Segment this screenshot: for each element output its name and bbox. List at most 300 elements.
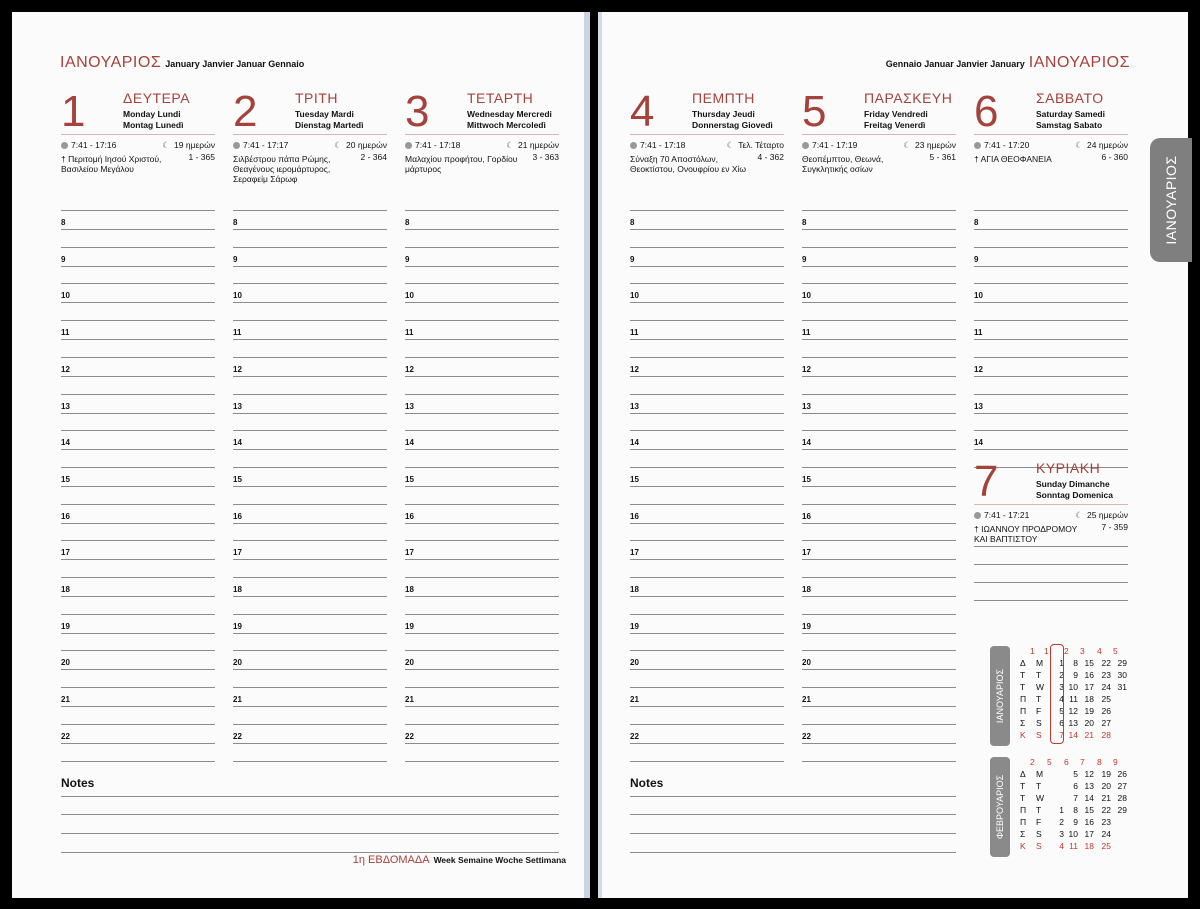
writing-line[interactable]: [630, 229, 784, 230]
writing-line[interactable]: [233, 706, 387, 707]
mini-calendar-date[interactable]: 2: [1059, 817, 1064, 827]
notes-line[interactable]: [630, 796, 956, 797]
writing-line[interactable]: [61, 559, 215, 560]
writing-line[interactable]: [61, 247, 215, 248]
mini-calendar-date[interactable]: 30: [1117, 670, 1127, 680]
writing-line[interactable]: [974, 564, 1128, 565]
mini-calendar-date[interactable]: 20: [1084, 718, 1094, 728]
mini-calendar-date[interactable]: 18: [1084, 841, 1094, 851]
writing-line[interactable]: [405, 687, 559, 688]
writing-line[interactable]: [974, 320, 1128, 321]
writing-line[interactable]: [802, 633, 956, 634]
writing-line[interactable]: [802, 467, 956, 468]
day-name-line2: Donnerstag Giovedì: [692, 120, 773, 130]
writing-line[interactable]: [630, 320, 784, 321]
day-name-line2: Montag Lunedì: [123, 120, 184, 130]
writing-line[interactable]: [405, 430, 559, 431]
mini-calendar-date[interactable]: 3: [1059, 682, 1064, 692]
writing-line[interactable]: [61, 413, 215, 414]
mini-calendar-date[interactable]: 20: [1101, 781, 1111, 791]
notes-line[interactable]: [61, 796, 559, 797]
notes-line[interactable]: [61, 852, 559, 853]
month-index-tab[interactable]: [1150, 138, 1192, 262]
writing-line[interactable]: [405, 596, 559, 597]
day-of-year: 3 - 363: [532, 152, 559, 162]
writing-line[interactable]: [974, 210, 1128, 211]
mini-calendar-weekday-row: [1020, 682, 1130, 694]
writing-line[interactable]: [405, 449, 559, 450]
mini-calendar-date[interactable]: 3: [1059, 829, 1064, 839]
writing-line[interactable]: [630, 413, 784, 414]
writing-line[interactable]: [802, 247, 956, 248]
writing-line[interactable]: [61, 467, 215, 468]
writing-line[interactable]: [61, 577, 215, 578]
writing-line[interactable]: [405, 523, 559, 524]
writing-line[interactable]: [802, 743, 956, 744]
moon-phase: [1075, 510, 1128, 521]
writing-line[interactable]: [233, 320, 387, 321]
writing-line[interactable]: [233, 467, 387, 468]
writing-line[interactable]: [233, 210, 387, 211]
mini-calendar-date[interactable]: 9: [1073, 670, 1078, 680]
mini-calendar-date[interactable]: 5: [1073, 769, 1078, 779]
writing-line[interactable]: [233, 357, 387, 358]
writing-line[interactable]: [630, 687, 784, 688]
mini-calendar-date[interactable]: 29: [1117, 658, 1127, 668]
writing-line[interactable]: [802, 669, 956, 670]
writing-line[interactable]: [61, 210, 215, 211]
writing-line[interactable]: [405, 394, 559, 395]
writing-line[interactable]: [974, 302, 1128, 303]
writing-line[interactable]: [630, 523, 784, 524]
writing-line[interactable]: [405, 540, 559, 541]
hour-label: 19: [61, 621, 70, 631]
writing-line[interactable]: [233, 339, 387, 340]
mini-calendar-date[interactable]: 1: [1059, 658, 1064, 668]
sunrise-sunset: [974, 510, 1029, 520]
writing-line[interactable]: [802, 687, 956, 688]
writing-line[interactable]: [630, 761, 784, 762]
writing-line[interactable]: [405, 302, 559, 303]
writing-line[interactable]: [802, 357, 956, 358]
hour-label: 10: [630, 291, 639, 301]
writing-line[interactable]: [233, 523, 387, 524]
writing-line[interactable]: [630, 266, 784, 267]
writing-line[interactable]: [61, 669, 215, 670]
writing-line[interactable]: [630, 743, 784, 744]
writing-line[interactable]: [802, 266, 956, 267]
writing-line[interactable]: [405, 614, 559, 615]
mini-calendar-date[interactable]: 4: [1059, 841, 1064, 851]
hour-label: 12: [61, 364, 70, 374]
writing-line[interactable]: [61, 339, 215, 340]
writing-line[interactable]: [61, 724, 215, 725]
writing-line[interactable]: [802, 283, 956, 284]
writing-line[interactable]: [61, 687, 215, 688]
day-number: 6: [974, 87, 999, 136]
mini-calendar-date[interactable]: 22: [1101, 658, 1111, 668]
notes-line[interactable]: [61, 814, 559, 815]
mini-calendar-date[interactable]: 7: [1073, 793, 1078, 803]
writing-line[interactable]: [233, 761, 387, 762]
writing-line[interactable]: [974, 357, 1128, 358]
writing-line[interactable]: [233, 376, 387, 377]
weekday-greek: Π: [1020, 706, 1027, 716]
writing-line[interactable]: [405, 467, 559, 468]
writing-line[interactable]: [405, 559, 559, 560]
writing-line[interactable]: [630, 650, 784, 651]
mini-calendar-date[interactable]: 16: [1084, 670, 1094, 680]
writing-line[interactable]: [405, 633, 559, 634]
writing-line[interactable]: [974, 546, 1128, 547]
writing-line[interactable]: [61, 320, 215, 321]
moon-age: 25 ημερών: [1087, 510, 1128, 520]
mini-calendar-weekday-row: [1020, 793, 1130, 805]
writing-line[interactable]: [405, 266, 559, 267]
writing-line[interactable]: [630, 302, 784, 303]
mini-calendar-date[interactable]: 11: [1069, 694, 1078, 704]
hour-label: 21: [630, 695, 639, 705]
mini-calendar-date[interactable]: 25: [1101, 841, 1111, 851]
writing-line[interactable]: [233, 229, 387, 230]
week-number: 7: [1080, 757, 1085, 767]
mini-calendar-date[interactable]: 19: [1101, 769, 1111, 779]
writing-line[interactable]: [802, 540, 956, 541]
writing-line[interactable]: [630, 504, 784, 505]
writing-line[interactable]: [630, 596, 784, 597]
writing-line[interactable]: [405, 320, 559, 321]
week-number-row: [1020, 646, 1130, 658]
week-number: 1: [1030, 646, 1035, 656]
writing-line[interactable]: [405, 650, 559, 651]
writing-line[interactable]: [974, 247, 1128, 248]
writing-line[interactable]: [630, 247, 784, 248]
mini-calendar-date[interactable]: 26: [1117, 769, 1127, 779]
hour-label: 8: [802, 218, 807, 227]
writing-line[interactable]: [233, 283, 387, 284]
sunrise-sunset-time: 7:41 - 17:18: [640, 140, 686, 150]
writing-line[interactable]: [61, 650, 215, 651]
day-of-year: 6 - 360: [1101, 152, 1128, 162]
notes-line[interactable]: [61, 833, 559, 834]
mini-calendar-weekday-row: [1020, 829, 1130, 841]
month-name-translations: Gennaio Januar Janvier January: [885, 59, 1025, 69]
writing-line[interactable]: [61, 266, 215, 267]
writing-line[interactable]: [974, 339, 1128, 340]
notes-line[interactable]: [630, 814, 956, 815]
writing-line[interactable]: [61, 504, 215, 505]
writing-line[interactable]: [405, 339, 559, 340]
moon-icon: ☾: [334, 140, 343, 150]
day-name-translations: [1036, 479, 1113, 501]
writing-line[interactable]: [233, 486, 387, 487]
writing-line[interactable]: [630, 559, 784, 560]
writing-line[interactable]: [405, 669, 559, 670]
mini-calendar-date[interactable]: 8: [1073, 658, 1078, 668]
mini-calendar-date[interactable]: 5: [1059, 706, 1064, 716]
moon-phase: [162, 140, 215, 151]
mini-calendar-date[interactable]: 10: [1068, 682, 1078, 692]
mini-calendar-date[interactable]: 25: [1101, 694, 1111, 704]
writing-line[interactable]: [630, 540, 784, 541]
writing-line[interactable]: [61, 302, 215, 303]
writing-line[interactable]: [802, 376, 956, 377]
writing-line[interactable]: [974, 600, 1128, 601]
day-name-line2: Mittwoch Mercoledì: [467, 120, 546, 130]
mini-calendar-date[interactable]: 9: [1073, 817, 1078, 827]
writing-line[interactable]: [233, 413, 387, 414]
writing-line[interactable]: [233, 687, 387, 688]
writing-line[interactable]: [630, 283, 784, 284]
mini-calendar-weekday-row: [1020, 730, 1130, 742]
writing-line[interactable]: [802, 229, 956, 230]
writing-line[interactable]: [405, 413, 559, 414]
writing-line[interactable]: [405, 486, 559, 487]
writing-line[interactable]: [233, 650, 387, 651]
writing-line[interactable]: [630, 339, 784, 340]
hour-label: 22: [233, 731, 242, 741]
writing-line[interactable]: [802, 430, 956, 431]
writing-line[interactable]: [802, 596, 956, 597]
writing-line[interactable]: [61, 706, 215, 707]
mini-calendar-date[interactable]: 2: [1059, 670, 1064, 680]
writing-line[interactable]: [405, 229, 559, 230]
writing-line[interactable]: [233, 559, 387, 560]
writing-line[interactable]: [630, 394, 784, 395]
writing-line[interactable]: [974, 266, 1128, 267]
weekday-english: F: [1036, 817, 1042, 827]
writing-line[interactable]: [974, 394, 1128, 395]
writing-line[interactable]: [233, 302, 387, 303]
mini-calendar-weekday-row: [1020, 718, 1130, 730]
mini-calendar-date[interactable]: 16: [1084, 817, 1094, 827]
hour-label: 17: [630, 548, 639, 558]
moon-age: 19 ημερών: [174, 140, 215, 150]
writing-line[interactable]: [405, 743, 559, 744]
notes-line[interactable]: [630, 852, 956, 853]
hour-label: 14: [802, 438, 811, 448]
writing-line[interactable]: [61, 283, 215, 284]
mini-calendar-date[interactable]: 28: [1117, 793, 1127, 803]
mini-calendar-date[interactable]: 17: [1084, 829, 1094, 839]
writing-line[interactable]: [61, 449, 215, 450]
writing-line[interactable]: [233, 633, 387, 634]
hour-label: 21: [61, 695, 70, 705]
mini-calendar-date[interactable]: 29: [1117, 805, 1127, 815]
mini-calendar-date[interactable]: 12: [1068, 706, 1078, 716]
mini-calendar-date[interactable]: 18: [1084, 694, 1094, 704]
writing-line[interactable]: [61, 229, 215, 230]
writing-line[interactable]: [405, 210, 559, 211]
writing-line[interactable]: [802, 706, 956, 707]
mini-calendar-date[interactable]: 6: [1059, 718, 1064, 728]
writing-line[interactable]: [802, 761, 956, 762]
writing-line[interactable]: [974, 376, 1128, 377]
writing-line[interactable]: [233, 247, 387, 248]
writing-line[interactable]: [405, 283, 559, 284]
writing-line[interactable]: [974, 413, 1128, 414]
mini-calendar-date[interactable]: 12: [1084, 769, 1094, 779]
writing-line[interactable]: [405, 724, 559, 725]
hour-label: 11: [61, 328, 70, 338]
notes-label: Notes: [61, 776, 95, 790]
writing-line[interactable]: [233, 669, 387, 670]
mini-calendar-date[interactable]: 22: [1101, 805, 1111, 815]
mini-calendar-date[interactable]: 23: [1101, 817, 1111, 827]
day-name-greek: ΣΑΒΒΑΤΟ: [1036, 90, 1104, 106]
writing-line[interactable]: [802, 486, 956, 487]
writing-line[interactable]: [630, 633, 784, 634]
writing-line[interactable]: [802, 614, 956, 615]
writing-line[interactable]: [630, 376, 784, 377]
writing-line[interactable]: [61, 743, 215, 744]
week-number: 5: [1047, 757, 1052, 767]
writing-line[interactable]: [630, 430, 784, 431]
mini-calendar-date[interactable]: 15: [1084, 805, 1094, 815]
mini-calendar-date[interactable]: 24: [1101, 829, 1111, 839]
writing-line[interactable]: [802, 577, 956, 578]
writing-line[interactable]: [405, 504, 559, 505]
mini-calendar-date[interactable]: 28: [1101, 730, 1111, 740]
writing-line[interactable]: [974, 582, 1128, 583]
writing-line[interactable]: [802, 559, 956, 560]
writing-line[interactable]: [630, 706, 784, 707]
mini-calendar-date[interactable]: 19: [1084, 706, 1094, 716]
mini-calendar-date[interactable]: 14: [1068, 730, 1078, 740]
writing-line[interactable]: [974, 229, 1128, 230]
mini-calendar-date[interactable]: 8: [1073, 805, 1078, 815]
writing-line[interactable]: [630, 357, 784, 358]
notes-line[interactable]: [630, 833, 956, 834]
mini-calendar-date[interactable]: 10: [1068, 829, 1078, 839]
writing-line[interactable]: [630, 449, 784, 450]
writing-line[interactable]: [630, 486, 784, 487]
writing-line[interactable]: [61, 430, 215, 431]
weekday-greek: Σ: [1020, 829, 1026, 839]
writing-line[interactable]: [233, 430, 387, 431]
writing-line[interactable]: [630, 210, 784, 211]
writing-line[interactable]: [61, 596, 215, 597]
hour-label: 11: [802, 328, 811, 338]
hour-label: 12: [630, 364, 639, 374]
mini-calendar-date[interactable]: 4: [1059, 694, 1064, 704]
writing-line[interactable]: [233, 577, 387, 578]
writing-line[interactable]: [802, 394, 956, 395]
writing-line[interactable]: [974, 449, 1128, 450]
writing-line[interactable]: [405, 357, 559, 358]
writing-line[interactable]: [630, 724, 784, 725]
hour-label: 13: [233, 401, 242, 411]
writing-line[interactable]: [233, 614, 387, 615]
mini-calendar-date[interactable]: 27: [1101, 718, 1111, 728]
writing-line[interactable]: [802, 320, 956, 321]
writing-line[interactable]: [233, 504, 387, 505]
day-name-line1: Wednesday Mercredi: [467, 109, 552, 119]
writing-line[interactable]: [61, 376, 215, 377]
weekday-english: S: [1036, 718, 1042, 728]
writing-line[interactable]: [61, 761, 215, 762]
writing-line[interactable]: [802, 449, 956, 450]
mini-calendar-date[interactable]: 15: [1084, 658, 1094, 668]
week-number: 8: [1097, 757, 1102, 767]
writing-line[interactable]: [405, 376, 559, 377]
writing-line[interactable]: [405, 761, 559, 762]
mini-calendar-date[interactable]: 7: [1059, 730, 1064, 740]
mini-calendar-date[interactable]: 1: [1059, 805, 1064, 815]
current-week-highlight: [1050, 644, 1064, 744]
hour-label: 8: [630, 218, 635, 227]
mini-calendar-date[interactable]: 23: [1101, 670, 1111, 680]
writing-line[interactable]: [233, 724, 387, 725]
weekday-english: M: [1036, 658, 1044, 668]
writing-line[interactable]: [233, 449, 387, 450]
writing-line[interactable]: [802, 523, 956, 524]
writing-line[interactable]: [630, 577, 784, 578]
mini-calendar-date[interactable]: 11: [1069, 841, 1078, 851]
writing-line[interactable]: [61, 540, 215, 541]
writing-line[interactable]: [233, 743, 387, 744]
mini-calendar-date[interactable]: 13: [1084, 781, 1094, 791]
mini-calendar-date[interactable]: 21: [1101, 793, 1111, 803]
mini-calendar-date[interactable]: 17: [1084, 682, 1094, 692]
hour-label: 17: [233, 548, 242, 558]
sun-icon: [630, 142, 637, 149]
writing-line[interactable]: [61, 394, 215, 395]
writing-line[interactable]: [974, 430, 1128, 431]
mini-calendar-date[interactable]: 26: [1101, 706, 1111, 716]
writing-line[interactable]: [802, 339, 956, 340]
writing-line[interactable]: [802, 504, 956, 505]
mini-calendar-date[interactable]: 13: [1068, 718, 1078, 728]
weekday-english: T: [1036, 670, 1042, 680]
mini-calendar-date[interactable]: 27: [1117, 781, 1127, 791]
day-name-line1: Tuesday Mardi: [295, 109, 354, 119]
writing-line[interactable]: [802, 210, 956, 211]
writing-line[interactable]: [61, 357, 215, 358]
writing-line[interactable]: [61, 486, 215, 487]
name-day-saints: Σύναξη 70 Αποστόλων, Θεοκτίστου, Ονουφρίου εν Χίω: [630, 154, 747, 174]
writing-line[interactable]: [405, 247, 559, 248]
hour-label: 11: [233, 328, 242, 338]
writing-line[interactable]: [405, 577, 559, 578]
mini-calendar-date[interactable]: 6: [1073, 781, 1078, 791]
day-header-divider: [802, 134, 956, 135]
writing-line[interactable]: [974, 283, 1128, 284]
writing-line[interactable]: [630, 467, 784, 468]
writing-line[interactable]: [233, 394, 387, 395]
moon-age: 21 ημερών: [518, 140, 559, 150]
writing-line[interactable]: [405, 706, 559, 707]
writing-line[interactable]: [233, 266, 387, 267]
mini-calendar-date[interactable]: 24: [1101, 682, 1111, 692]
writing-line[interactable]: [61, 614, 215, 615]
writing-line[interactable]: [61, 633, 215, 634]
mini-calendar-date[interactable]: 14: [1084, 793, 1094, 803]
writing-line[interactable]: [61, 523, 215, 524]
writing-line[interactable]: [802, 413, 956, 414]
writing-line[interactable]: [802, 724, 956, 725]
mini-calendar-date[interactable]: 21: [1084, 730, 1094, 740]
hour-label: 19: [405, 621, 414, 631]
writing-line[interactable]: [630, 614, 784, 615]
writing-line[interactable]: [802, 302, 956, 303]
hour-label: 17: [61, 548, 70, 558]
writing-line[interactable]: [802, 650, 956, 651]
mini-calendar-date[interactable]: 31: [1117, 682, 1127, 692]
writing-line[interactable]: [233, 540, 387, 541]
writing-line[interactable]: [233, 596, 387, 597]
writing-line[interactable]: [630, 669, 784, 670]
